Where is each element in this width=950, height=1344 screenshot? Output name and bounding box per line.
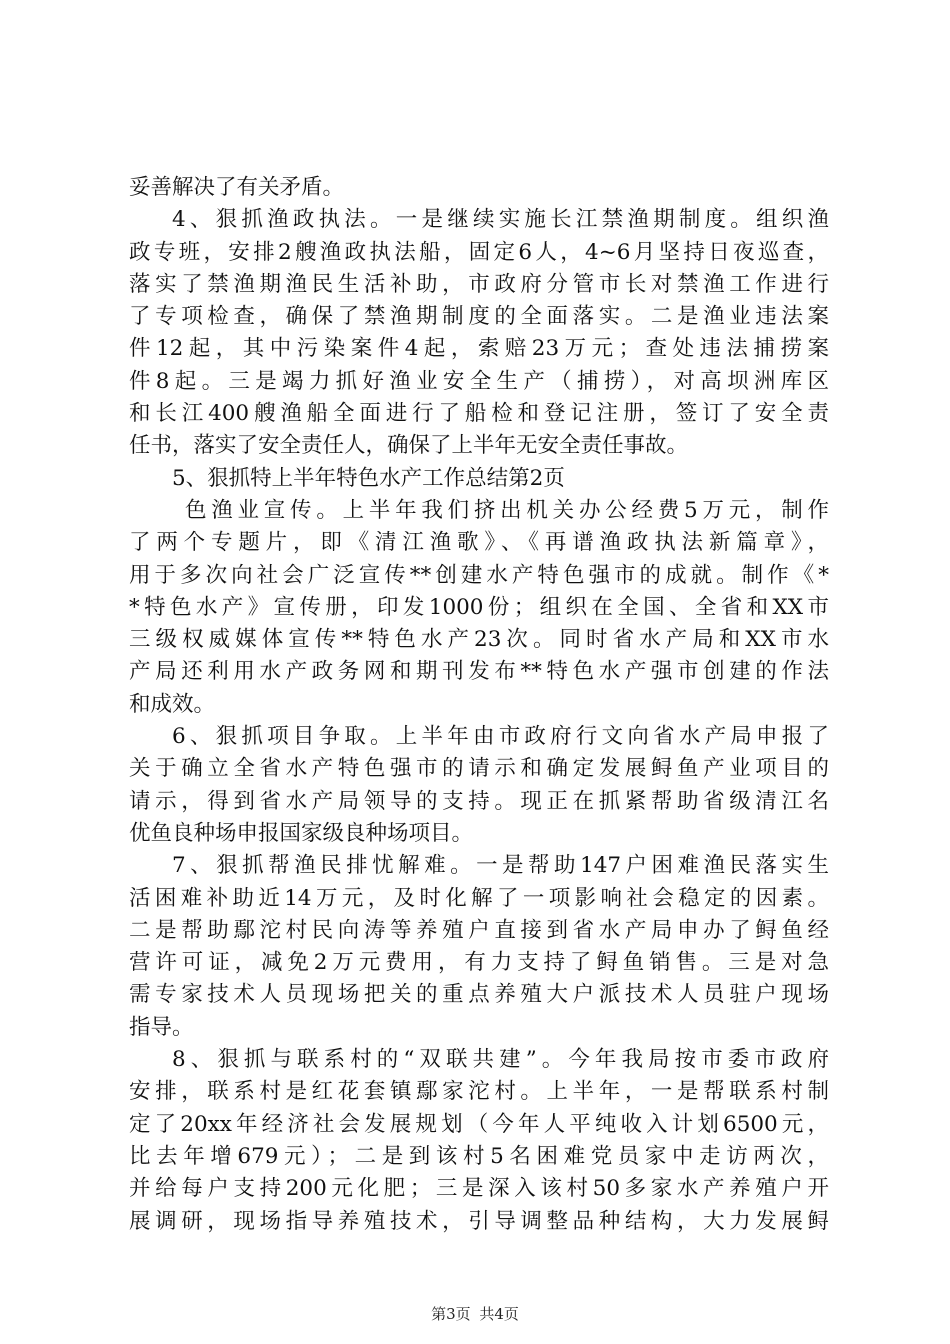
text-line: 任书，落实了安全责任人，确保了上半年无安全责任事故。 — [129, 433, 689, 459]
text-line: 展调研，现场指导养殖技术，引导调整品种结构，大力发展鲟 — [129, 1208, 829, 1234]
page-footer — [0, 1304, 950, 1324]
text-line: 活困难补助近14万元，及时化解了一项影响社会稳定的因素。 — [129, 885, 829, 911]
paragraph-heading-4: 4、狠抓渔政执法。一是继续实施长江禁渔期制度。组织渔 — [172, 207, 829, 233]
text-line: 和长江400艘渔船全面进行了船检和登记注册，签订了安全责 — [129, 401, 829, 427]
text-line: 二是帮助鄢沱村民向涛等养殖户直接到省水产局申办了鲟鱼经 — [129, 917, 829, 943]
text-line: 营许可证，减免2万元费用，有力支持了鲟鱼销售。三是对急 — [129, 950, 829, 976]
document-body — [129, 172, 829, 1238]
text-line: 指导。 — [129, 1014, 194, 1040]
text-line: 产局还利用水产政务网和期刊发布**特色水产强市创建的作法 — [129, 659, 829, 685]
total-pages: 共4页 — [479, 1305, 519, 1323]
text-line: 落实了禁渔期渔民生活补助，市政府分管市长对禁渔工作进行 — [129, 271, 829, 297]
paragraph-heading-8: 8、狠抓与联系村的“双联共建”。今年我局按市委市政府 — [172, 1047, 829, 1073]
text-line: 妥善解决了有关矛盾。 — [129, 175, 345, 200]
text-line: 定了20xx年经济社会发展规划（今年人平纯收入计划6500元， — [129, 1111, 829, 1137]
text-line: 了两个专题片，即《清江渔歌》、《再谱渔政执法新篇章》， — [129, 530, 829, 556]
paragraph-heading-7: 7、狠抓帮渔民排忧解难。一是帮助147户困难渔民落实生 — [172, 853, 829, 879]
text-line: 色渔业宣传。上半年我们挤出机关办公经费5万元，制作 — [185, 497, 829, 523]
text-line: 需专家技术人员现场把关的重点养殖大户派技术人员驻户现场 — [129, 982, 829, 1008]
paragraph-heading-5: 5、狠抓特上半年特色水产工作总结第2页 — [172, 465, 565, 491]
text-line: 和成效。 — [129, 691, 216, 717]
text-line: 件8起。三是竭力抓好渔业安全生产（捕捞），对高坝洲库区 — [129, 368, 829, 394]
text-line: 优鱼良种场申报国家级良种场项目。 — [129, 820, 474, 846]
text-line: *特色水产》宣传册，印发1000份；组织在全国、全省和XX市 — [129, 594, 829, 620]
page-number: 第3页 — [431, 1305, 471, 1323]
paragraph-heading-6: 6、狠抓项目争取。上半年由市政府行文向省水产局申报了 — [172, 724, 829, 750]
text-line: 件12起，其中污染案件4起，索赔23万元；查处违法捕捞案 — [129, 336, 829, 362]
text-line: 比去年增679元）；二是到该村5名困难党员家中走访两次， — [129, 1143, 829, 1169]
text-line: 用于多次向社会广泛宣传**创建水产特色强市的成就。制作《* — [129, 562, 829, 588]
text-line: 请示，得到省水产局领导的支持。现正在抓紧帮助省级清江名 — [129, 788, 829, 814]
text-line: 了专项检查，确保了禁渔期制度的全面落实。二是渔业违法案 — [129, 304, 829, 330]
text-line: 安排，联系村是红花套镇鄢家沱村。上半年，一是帮联系村制 — [129, 1079, 829, 1105]
text-line: 政专班，安排2艘渔政执法船，固定6人，4~6月坚持日夜巡查， — [129, 239, 829, 265]
text-line: 三级权威媒体宣传**特色水产23次。同时省水产局和XX市水 — [129, 627, 829, 653]
text-line: 关于确立全省水产特色强市的请示和确定发展鲟鱼产业项目的 — [129, 756, 829, 782]
text-line: 并给每户支持200元化肥；三是深入该村50多家水产养殖户开 — [129, 1176, 829, 1202]
